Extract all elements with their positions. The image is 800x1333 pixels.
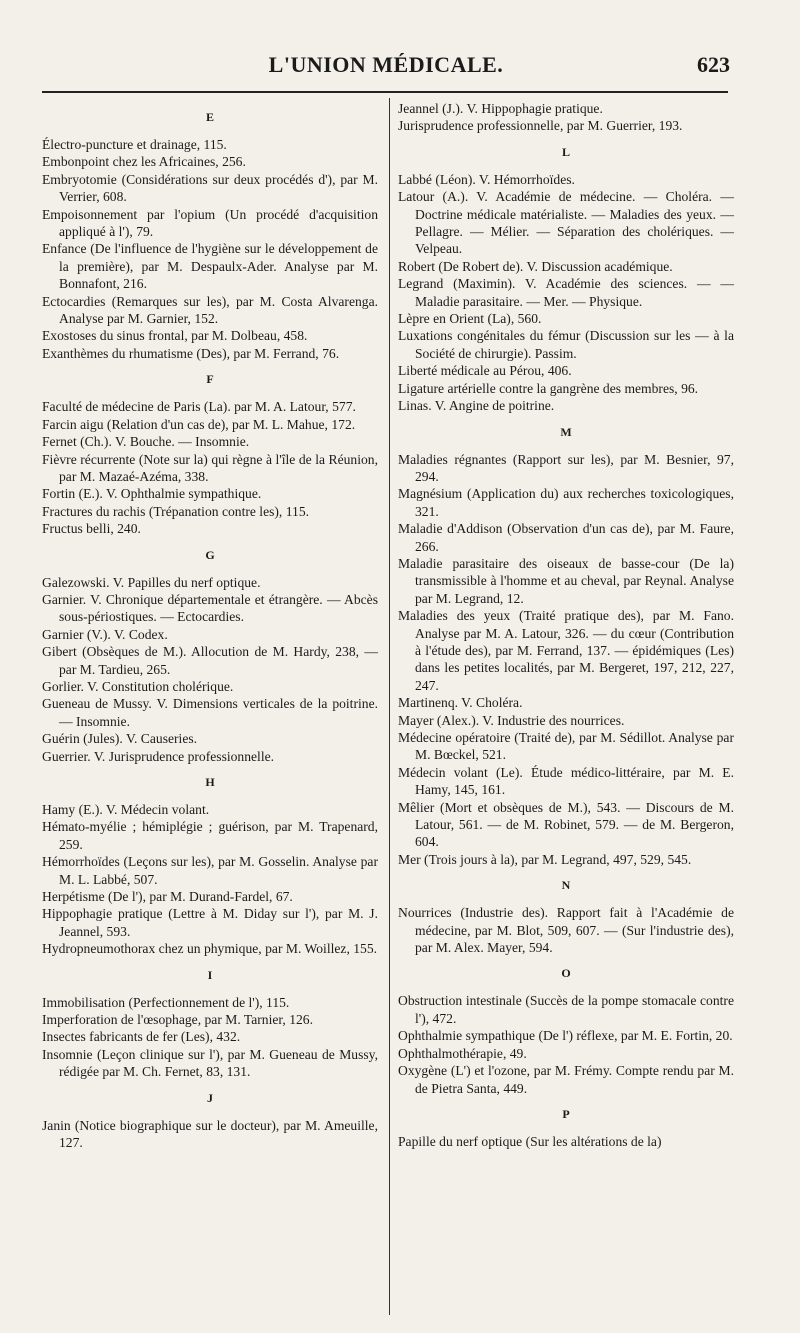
index-entry: Janin (Notice biographique sur le docteur), par M. Ameuille, 127. [42, 1117, 378, 1151]
index-entry: Hamy (E.). V. Médecin volant. [42, 802, 210, 817]
index-entry: Embryotomie (Considérations sur deux procédés d'), par M. Verrier, 608. [42, 171, 378, 205]
index-entry: Ophthalmothérapie, 49. [398, 1045, 527, 1061]
left-column [42, 100, 378, 1152]
index-entry: Hémorrhoïdes (Leçons sur les), par M. Gosselin. Analyse par M. L. Labbé, 507. [42, 854, 378, 887]
section-letter: N [561, 878, 571, 893]
index-entry: Enfance (De l'influence de l'hygiène sur le développement de la première), par M. Despaulx-Ader. Analyse par M. Bonnafont, 216. [42, 241, 378, 292]
index-section [42, 368, 378, 537]
index-entry: Farcin aigu (Relation d'un cas de), par M. L. Mahue, 172. [42, 416, 356, 432]
index-entry: Herpétisme (De l'), par M. Durand-Fardel, 67. [42, 889, 293, 905]
index-entry: Médecin volant (Le). Étude médico-littéraire, par M. E. Hamy, 145, 161. [398, 764, 734, 798]
index-section [42, 544, 378, 765]
index-entry: Lèpre en Orient (La), 560. [398, 311, 542, 327]
index-entry: Luxations congénitales du fémur (Discussion sur les — à la Société de chirurgie). Passim. [398, 328, 734, 361]
right-column [398, 100, 734, 1150]
index-entry: Insomnie (Leçon clinique sur l'), par M. Gueneau de Mussy, rédigée par M. Ch. Fernet, 83, 131. [42, 1046, 378, 1080]
page-header [42, 52, 730, 88]
index-entry: Latour (A.). V. Académie de médecine. — Choléra. — Doctrine médicale matérialiste. — Maladies des yeux. — Pellagre. — Mélier. — Séparation des cholériques. — Velpeau. [398, 189, 734, 257]
index-entry: Maladie parasitaire des oiseaux de basse-cour (De la) transmissible à l'homme et au cheval, par Reynal. Analyse par M. Legrand, 12. [398, 555, 734, 606]
index-entry: Empoisonnement par l'opium (Un procédé d'acquisition appliqué à l'), 79. [42, 206, 378, 240]
index-section [398, 1103, 734, 1150]
index-section [398, 421, 734, 869]
index-entry: Faculté de médecine de Paris (La). par M. A. Latour, 577. [42, 399, 356, 415]
index-entry: Ophthalmie sympathique (De l') réflexe, par M. E. Fortin, 20. [398, 1028, 733, 1044]
index-entry: Embonpoint chez les Africaines, 256. [42, 154, 246, 170]
index-entry: Nourrices (Industrie des). Rapport fait à l'Académie de médecine, par M. Blot, 509, 607. — (Sur l'industrie des), par M. Alex. Mayer, 594. [398, 905, 734, 956]
index-entry: Liberté médicale au Pérou, 406. [398, 363, 572, 379]
index-entry: Maladies des yeux (Traité pratique des), par M. Fano. Analyse par M. A. Latour, 326. — du cœur (Contribution à l'étude des), par M. Ferrand, 137. — épidémiques (Les) dans les petites localités, par M. Bergeret, 197, 212, 227, 247. [398, 608, 734, 693]
index-entry: Jurisprudence professionnelle, par M. Guerrier, 193. [398, 118, 683, 134]
index-entry: Maladies régnantes (Rapport sur les), par M. Besnier, 97, 294. [398, 451, 734, 484]
section-letter: F [206, 372, 214, 387]
index-entry: Exostoses du sinus frontal, par M. Dolbeau, 458. [42, 328, 308, 344]
index-entry: Hydropneumothorax chez un phymique, par M. Woillez, 155. [42, 941, 378, 957]
section-letter: E [205, 110, 214, 124]
section-letter: P [562, 1106, 570, 1121]
index-entry: Garnier. V. Chronique départementale et étrangère. — Abcès sous-périostiques. — Ectocardies. [42, 591, 378, 625]
index-section [398, 100, 734, 135]
section-letter: O [561, 966, 571, 981]
index-entry: Gibert (Obsèques de M.). Allocution de M. Hardy, 238, — par M. Tardieu, 265. [42, 644, 378, 677]
index-entry: Fructus belli, 240. [42, 521, 141, 537]
index-entry: Maladie d'Addison (Observation d'un cas de), par M. Faure, 266. [398, 521, 734, 554]
section-letter: J [207, 1090, 213, 1105]
section-letter: M [560, 424, 572, 439]
column-divider [389, 98, 390, 1315]
index-entry: Obstruction intestinale (Succès de la pompe stomacale contre l'), 472. [398, 993, 734, 1026]
index-entry: Fractures du rachis (Trépanation contre les), 115. [42, 503, 310, 519]
index-entry: Imperforation de l'œsophage, par M. Tarnier, 126. [42, 1012, 313, 1028]
index-entry: Fièvre récurrente (Note sur la) qui règne à l'île de la Réunion, par M. Mazaé-Azéma, 338. [42, 451, 378, 484]
index-entry: Gueneau de Mussy. V. Dimensions verticales de la poitrine. — Insomnie. [42, 696, 378, 729]
index-entry: Insectes fabricants de fer (Les), 432. [42, 1029, 241, 1045]
index-section [42, 1087, 378, 1152]
index-entry: Mayer (Alex.). V. Industrie des nourrices. [398, 712, 625, 728]
index-section [42, 106, 378, 362]
index-entry: Ligature artérielle contre la gangrène des membres, 96. [398, 380, 699, 396]
index-entry: Immobilisation (Perfectionnement de l'), 115. [42, 994, 290, 1010]
index-entry: Linas. V. Angine de poitrine. [398, 398, 555, 414]
section-letter: L [561, 144, 570, 159]
index-section [398, 962, 734, 1096]
index-entry: Électro-puncture et drainage, 115. [42, 137, 227, 152]
index-entry: Guérin (Jules). V. Causeries. [42, 731, 198, 747]
index-section [42, 964, 378, 1081]
index-entry: Fernet (Ch.). V. Bouche. — Insomnie. [42, 434, 250, 450]
index-entry: Labbé (Léon). V. Hémorrhoïdes. [398, 171, 575, 187]
page-number: 623 [697, 52, 730, 77]
index-entry: Médecine opératoire (Traité de), par M. Sédillot. Analyse par M. Bœckel, 521. [398, 730, 734, 763]
section-letter: H [205, 775, 215, 789]
index-entry: Exanthèmes du rhumatisme (Des), par M. Ferrand, 76. [42, 345, 340, 361]
index-entry: Fortin (E.). V. Ophthalmie sympathique. [42, 486, 262, 502]
section-letter: G [205, 547, 215, 562]
index-section [42, 771, 378, 958]
index-entry: Oxygène (L') et l'ozone, par M. Frémy. Compte rendu par M. de Pietra Santa, 449. [398, 1063, 734, 1096]
index-entry: Papille du nerf optique (Sur les altérations de la) [398, 1133, 662, 1149]
index-section [398, 874, 734, 956]
index-entry: Galezowski. V. Papilles du nerf optique. [42, 574, 261, 590]
index-entry: Hémato-myélie ; hémiplégie ; guérison, par M. Trapenard, 259. [42, 819, 378, 852]
index-entry: Jeannel (J.). V. Hippophagie pratique. [398, 101, 603, 116]
index-entry: Ectocardies (Remarques sur les), par M. Costa Alvarenga. Analyse par M. Garnier, 152. [42, 293, 378, 327]
index-section [398, 141, 734, 415]
index-entry: Mêlier (Mort et obsèques de M.), 543. — Discours de M. Latour, 561. — de M. Robinet, 579. — de M. Bergeron, 604. [398, 799, 734, 850]
index-entry: Magnésium (Application du) aux recherches toxicologiques, 321. [398, 486, 734, 519]
index-entry: Garnier (V.). V. Codex. [42, 626, 168, 642]
index-entry: Mer (Trois jours à la), par M. Legrand, 497, 529, 545. [398, 851, 692, 867]
header-rule [42, 91, 728, 93]
section-letter: I [207, 967, 213, 982]
index-entry: Gorlier. V. Constitution cholérique. [42, 678, 234, 694]
journal-title: L'UNION MÉDICALE. [268, 52, 504, 77]
index-entry: Legrand (Maximin). V. Académie des sciences. — — Maladie parasitaire. — Mer. — Physique. [398, 276, 734, 309]
index-entry: Guerrier. V. Jurisprudence professionnelle. [42, 748, 275, 764]
index-entry: Robert (De Robert de). V. Discussion académique. [398, 258, 673, 274]
index-entry: Martinenq. V. Choléra. [398, 695, 523, 711]
index-entry: Hippophagie pratique (Lettre à M. Diday sur l'), par M. J. Jeannel, 593. [42, 906, 378, 939]
